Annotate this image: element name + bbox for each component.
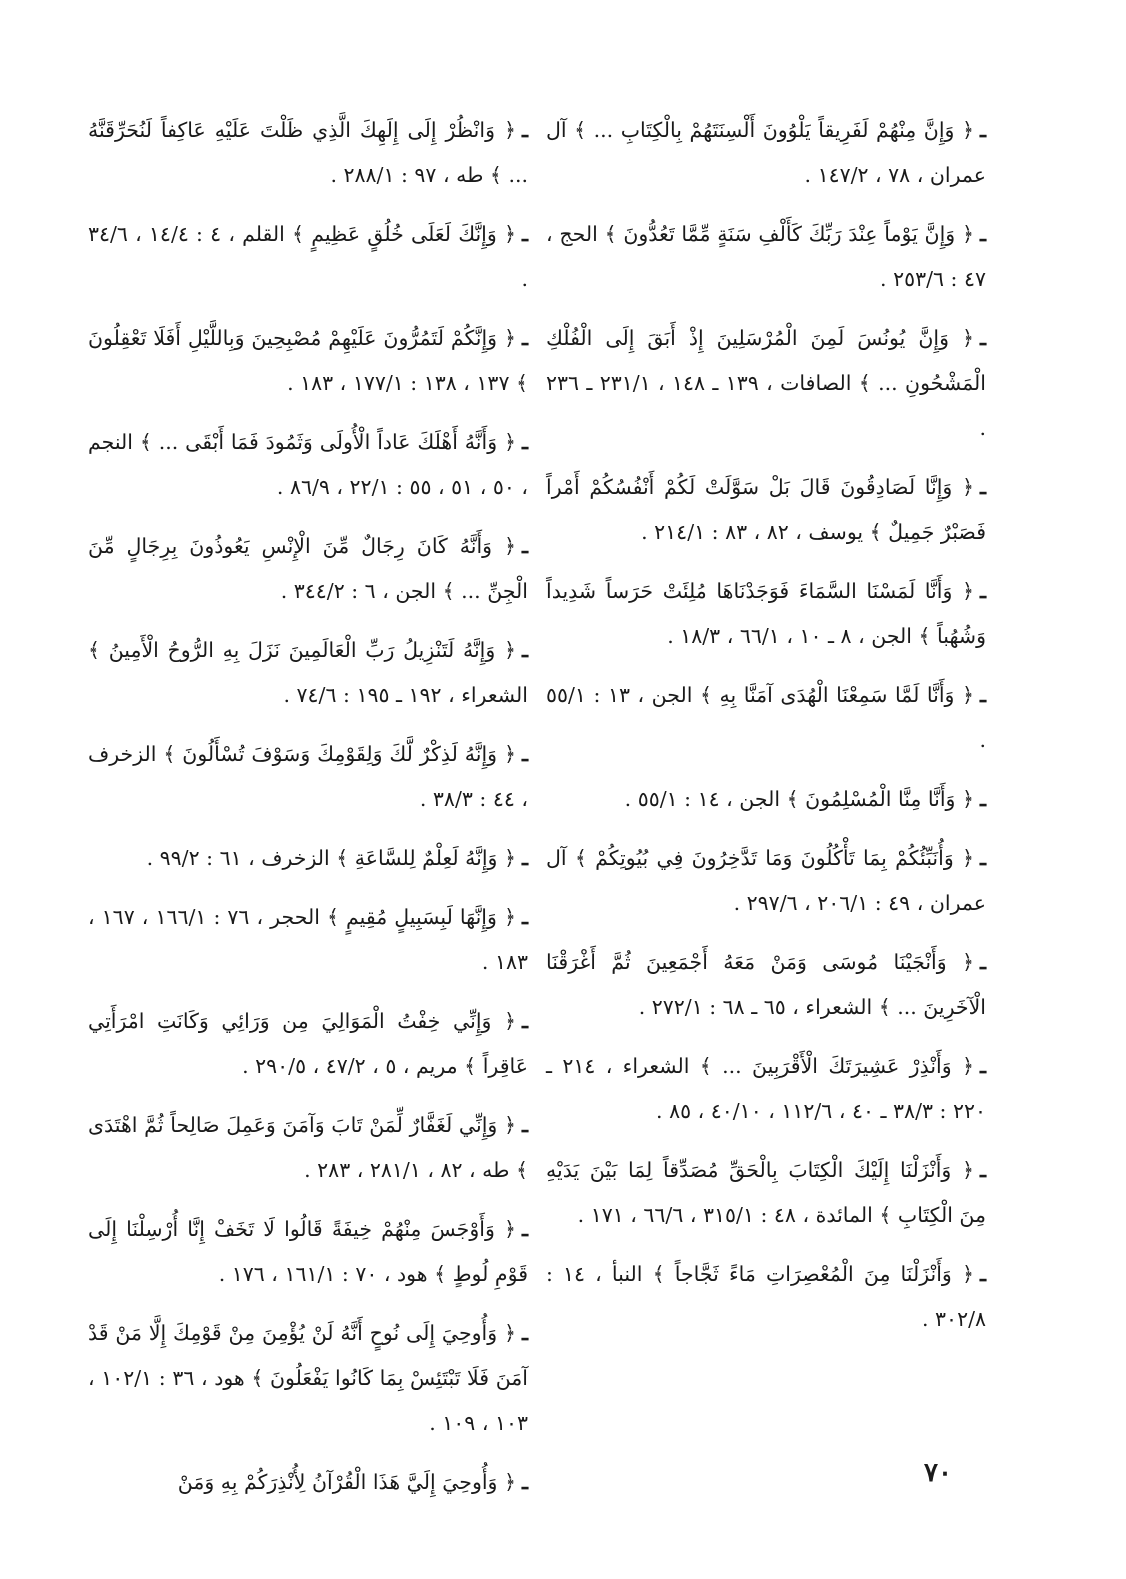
right-column	[546, 108, 986, 1356]
index-entry: ـ﴿ وَأَنَّهُ كَانَ رِجَالٌ مِّنَ الْإِنْسِ يَعُوذُونَ بِرِجَالٍ مِّنَ الْجِنِّ ... ﴾ الجن ، ٦ : ٣٤٤/٢ .	[88, 534, 528, 603]
entry-text: ﴿ وَإِنَّ مِنْهُمْ لَفَرِيقاً يَلْوُونَ أَلْسِنَتَهُمْ بِالْكِتَابِ ... ﴾ آل عمران ، ٧٨ ، ١٤٧/٢ .	[546, 118, 986, 187]
index-entry: ـ﴿ وَأَنَّا مِنَّا الْمُسْلِمُونَ ﴾ الجن ، ١٤ : ٥٥/١ .	[624, 787, 986, 811]
index-entry: ـ﴿ وَأَنْذِرْ عَشِيرَتَكَ الْأَقْرَبِينَ ... ﴾ الشعراء ، ٢١٤ ـ ٢٢٠ : ٣٨/٣ ـ ٤٠ ، ١١٢/٦ ، ٤٠/١٠ ، ٨٥ .	[546, 1054, 986, 1123]
entry-text: ﴿ وَإِنِّي لَغَفَّارٌ لِّمَنْ تَابَ وَآمَنَ وَعَمِلَ صَالِحاً ثُمَّ اهْتَدَى ﴾ طه ، ٨٢ ، ٢٨١/١ ، ٢٨٣ .	[88, 1113, 528, 1182]
index-entry: ـ﴿ وَإِنَّهُ لَذِكْرٌ لَّكَ وَلِقَوْمِكَ وَسَوْفَ تُسْأَلُونَ ﴾ الزخرف ، ٤٤ : ٣٨/٣ .	[88, 742, 528, 811]
index-entry: ـ﴿ وَإِنِّي لَغَفَّارٌ لِّمَنْ تَابَ وَآمَنَ وَعَمِلَ صَالِحاً ثُمَّ اهْتَدَى ﴾ طه ، ٨٢ ، ٢٨١/١ ، ٢٨٣ .	[88, 1113, 528, 1182]
left-column	[88, 108, 528, 1519]
entry-text: ﴿ وَأُوحِيَ إِلَى نُوحٍ أَنَّهُ لَنْ يُؤْمِنَ مِنْ قَوْمِكَ إِلَّا مَنْ قَدْ آمَنَ فَلَا تَبْتَئِسْ بِمَا كَانُوا يَفْعَلُونَ ﴾ هود ، ٣٦ : ١٠٢/١ ، ١٠٣ ، ١٠٩ .	[88, 1321, 528, 1435]
entry-text: ﴿ وَأَنْزَلْنَا إِلَيْكَ الْكِتَابَ بِالْحَقِّ مُصَدِّقاً لِمَا بَيْنَ يَدَيْهِ مِنَ الْكِتَابِ ﴾ المائدة ، ٤٨ : ٣١٥/١ ، ٦٦/٦ ، ١٧١ .	[546, 1158, 986, 1227]
entry-text: ﴿ وَأُوحِيَ إِلَيَّ هَذَا الْقُرْآنُ لِأُنْذِرَكُمْ بِهِ وَمَنْ	[177, 1470, 516, 1494]
index-entry: ـ﴿ وَإِنَّهُ لَتَنْزِيلُ رَبِّ الْعَالَمِينَ نَزَلَ بِهِ الرُّوحُ الْأَمِينُ ﴾ الشعراء ، ١٩٢ ـ ١٩٥ : ٧٤/٦ .	[88, 638, 528, 707]
index-entry: ـ﴿ وَإِنِّي خِفْتُ الْمَوَالِيَ مِن وَرَائِي وَكَانَتِ امْرَأَتِي عَاقِراً ﴾ مريم ، ٥ ، ٤٧/٢ ، ٢٩٠/٥ .	[88, 1009, 528, 1078]
index-entry: ـ﴿ وَأَنَّهُ أَهْلَكَ عَاداً الْأُولَى وَثَمُودَ فَمَا أَبْقَى ... ﴾ النجم ، ٥٠ ، ٥١ ، ٥٥ : ٢٢/١ ، ٨٦/٩ .	[88, 430, 528, 499]
entry-text: ﴿ وَإِنَّكَ لَعَلَى خُلُقٍ عَظِيمٍ ﴾ القلم ، ٤ : ١٤/٤ ، ٣٤/٦ .	[88, 222, 528, 291]
index-entry: ـ﴿ وَإِنَّكُمْ لَتَمُرُّونَ عَلَيْهِمْ مُصْبِحِينَ وَبِاللَّيْلِ أَفَلَا تَعْقِلُونَ ﴾ ١٣٧ ، ١٣٨ : ١٧٧/١ ، ١٨٣ .	[88, 326, 528, 395]
entry-text: ﴿ وَإِنَّهُ لَتَنْزِيلُ رَبِّ الْعَالَمِينَ نَزَلَ بِهِ الرُّوحُ الْأَمِينُ ﴾ الشعراء ، ١٩٢ ـ ١٩٥ : ٧٤/٦ .	[88, 638, 528, 707]
index-entry: ـ﴿ وَأَوْجَسَ مِنْهُمْ خِيفَةً قَالُوا لَا تَخَفْ إِنَّا أُرْسِلْنَا إِلَى قَوْمِ لُوطٍ ﴾ هود ، ٧٠ : ١٦١/١ ، ١٧٦ .	[88, 1217, 528, 1286]
entry-text: ﴿ وَأَنَّهُ أَهْلَكَ عَاداً الْأُولَى وَثَمُودَ فَمَا أَبْقَى ... ﴾ النجم ، ٥٠ ، ٥١ ، ٥٥ : ٢٢/١ ، ٨٦/٩ .	[88, 430, 528, 499]
page-number: ٧٠	[924, 1458, 952, 1488]
index-entry: ـ﴿ وَإِنَّ مِنْهُمْ لَفَرِيقاً يَلْوُونَ أَلْسِنَتَهُمْ بِالْكِتَابِ ... ﴾ آل عمران ، ٧٨ ، ١٤٧/٢ .	[546, 118, 986, 187]
index-entry: ـ﴿ وَإِنَّهَا لَبِسَبِيلٍ مُقِيمٍ ﴾ الحجر ، ٧٦ : ١٦٦/١ ، ١٦٧ ، ١٨٣ .	[88, 905, 528, 974]
entry-text: ﴿ وَإِنَّكُمْ لَتَمُرُّونَ عَلَيْهِمْ مُصْبِحِينَ وَبِاللَّيْلِ أَفَلَا تَعْقِلُونَ ﴾ ١٣٧ ، ١٣٨ : ١٧٧/١ ، ١٨٣ .	[88, 326, 528, 395]
entry-text: ﴿ وَإِنَّ يَوْماً عِنْدَ رَبِّكَ كَأَلْفِ سَنَةٍ مِّمَّا تَعُدُّونَ ﴾ الحج ، ٤٧ : ٢٥٣/٦ .	[546, 222, 986, 291]
index-entry: ـ﴿ وَأَنْزَلْنَا إِلَيْكَ الْكِتَابَ بِالْحَقِّ مُصَدِّقاً لِمَا بَيْنَ يَدَيْهِ مِنَ الْكِتَابِ ﴾ المائدة ، ٤٨ : ٣١٥/١ ، ٦٦/٦ ، ١٧١ .	[546, 1158, 986, 1227]
entry-text: ﴿ وَإِنِّي خِفْتُ الْمَوَالِيَ مِن وَرَائِي وَكَانَتِ امْرَأَتِي عَاقِراً ﴾ مريم ، ٥ ، ٤٧/٢ ، ٢٩٠/٥ .	[88, 1009, 528, 1078]
entry-text: ﴿ وَأَنْجَيْنَا مُوسَى وَمَنْ مَعَهُ أَجْمَعِينَ ثُمَّ أَغْرَقْنَا الْآخَرِينَ ... ﴾ الشعراء ، ٦٥ ـ ٦٨ : ٢٧٢/١ .	[546, 950, 986, 1019]
index-entry: ـ﴿ وَإِنَّكَ لَعَلَى خُلُقٍ عَظِيمٍ ﴾ القلم ، ٤ : ١٤/٤ ، ٣٤/٦ .	[88, 222, 528, 291]
entry-text: ﴿ وَأَنَّا لَمَّا سَمِعْنَا الْهُدَى آمَنَّا بِهِ ﴾ الجن ، ١٣ : ٥٥/١ .	[546, 683, 986, 752]
index-entry: ـ﴿ وَأَنْزَلْنَا مِنَ الْمُعْصِرَاتِ مَاءً ثَجَّاجاً ﴾ النبأ ، ١٤ : ٣٠٢/٨ .	[546, 1262, 986, 1331]
index-entry: ـ﴿ وَإِنَّا لَصَادِقُونَ قَالَ بَلْ سَوَّلَتْ لَكُمْ أَنْفُسُكُمْ أَمْراً فَصَبْرٌ جَمِيلٌ ﴾ يوسف ، ٨٢ ، ٨٣ : ٢١٤/١ .	[546, 475, 986, 544]
index-entry: ـ﴿ وَأَنَّا لَمَّا سَمِعْنَا الْهُدَى آمَنَّا بِهِ ﴾ الجن ، ١٣ : ٥٥/١ .	[546, 683, 986, 752]
index-entry: ـ﴿ وَأُنَبِّئُكُمْ بِمَا تَأْكُلُونَ وَمَا تَدَّخِرُونَ فِي بُيُوتِكُمْ ﴾ آل عمران ، ٤٩ : ٢٠٦/١ ، ٢٩٧/٦ .	[546, 846, 986, 915]
entry-text: ﴿ وَأَنْزَلْنَا مِنَ الْمُعْصِرَاتِ مَاءً ثَجَّاجاً ﴾ النبأ ، ١٤ : ٣٠٢/٨ .	[546, 1262, 986, 1331]
index-entry: ـ﴿ وَأُوحِيَ إِلَى نُوحٍ أَنَّهُ لَنْ يُؤْمِنَ مِنْ قَوْمِكَ إِلَّا مَنْ قَدْ آمَنَ فَلَا تَبْتَئِسْ بِمَا كَانُوا يَفْعَلُونَ ﴾ هود ، ٣٦ : ١٠٢/١ ، ١٠٣ ، ١٠٩ .	[88, 1321, 528, 1435]
entry-text: ﴿ وَانْظُرْ إِلَى إِلَهِكَ الَّذِي ظَلْتَ عَلَيْهِ عَاكِفاً لَنُحَرِّقَنَّهُ ... ﴾ طه ، ٩٧ : ٢٨٨/١ .	[88, 118, 528, 187]
entry-text: ﴿ وَأَنَّا لَمَسْنَا السَّمَاءَ فَوَجَدْنَاهَا مُلِئَتْ حَرَساً شَدِيداً وَشُهُباً ﴾ الجن ، ٨ ـ ١٠ ، ٦٦/١ ، ١٨/٣ .	[546, 579, 986, 648]
entry-text: ﴿ وَأَوْجَسَ مِنْهُمْ خِيفَةً قَالُوا لَا تَخَفْ إِنَّا أُرْسِلْنَا إِلَى قَوْمِ لُوطٍ ﴾ هود ، ٧٠ : ١٦١/١ ، ١٧٦ .	[88, 1217, 528, 1286]
entry-text: ﴿ وَإِنَّهُ لَذِكْرٌ لَّكَ وَلِقَوْمِكَ وَسَوْفَ تُسْأَلُونَ ﴾ الزخرف ، ٤٤ : ٣٨/٣ .	[88, 742, 528, 811]
index-entry: ـ﴿ وَإِنَّ يُونُسَ لَمِنَ الْمُرْسَلِينَ إِذْ أَبَقَ إِلَى الْفُلْكِ الْمَشْحُونِ ... ﴾ الصافات ، ١٣٩ ـ ١٤٨ ، ٢٣١/١ ـ ٢٣٦ .	[546, 326, 986, 440]
entry-text: ﴿ وَأُنَبِّئُكُمْ بِمَا تَأْكُلُونَ وَمَا تَدَّخِرُونَ فِي بُيُوتِكُمْ ﴾ آل عمران ، ٤٩ : ٢٠٦/١ ، ٢٩٧/٦ .	[546, 846, 986, 915]
index-entry: ـ﴿ وَأُوحِيَ إِلَيَّ هَذَا الْقُرْآنُ لِأُنْذِرَكُمْ بِهِ وَمَنْ	[177, 1470, 528, 1494]
index-entry: ـ﴿ وَإِنَّ يَوْماً عِنْدَ رَبِّكَ كَأَلْفِ سَنَةٍ مِّمَّا تَعُدُّونَ ﴾ الحج ، ٤٧ : ٢٥٣/٦ .	[546, 222, 986, 291]
entry-text: ﴿ وَإِنَّا لَصَادِقُونَ قَالَ بَلْ سَوَّلَتْ لَكُمْ أَنْفُسُكُمْ أَمْراً فَصَبْرٌ جَمِيلٌ ﴾ يوسف ، ٨٢ ، ٨٣ : ٢١٤/١ .	[546, 475, 986, 544]
entry-text: ﴿ وَأَنْذِرْ عَشِيرَتَكَ الْأَقْرَبِينَ ... ﴾ الشعراء ، ٢١٤ ـ ٢٢٠ : ٣٨/٣ ـ ٤٠ ، ١١٢/٦ ، ٤٠/١٠ ، ٨٥ .	[546, 1054, 986, 1123]
index-entry: ـ﴿ وَأَنْجَيْنَا مُوسَى وَمَنْ مَعَهُ أَجْمَعِينَ ثُمَّ أَغْرَقْنَا الْآخَرِينَ ... ﴾ الشعراء ، ٦٥ ـ ٦٨ : ٢٧٢/١ .	[546, 950, 986, 1019]
entry-text: ﴿ وَإِنَّهُ لَعِلْمٌ لِلسَّاعَةِ ﴾ الزخرف ، ٦١ : ٩٩/٢ .	[146, 846, 516, 870]
index-entry: ـ﴿ وَإِنَّهُ لَعِلْمٌ لِلسَّاعَةِ ﴾ الزخرف ، ٦١ : ٩٩/٢ .	[146, 846, 528, 870]
index-entry: ـ﴿ وَانْظُرْ إِلَى إِلَهِكَ الَّذِي ظَلْتَ عَلَيْهِ عَاكِفاً لَنُحَرِّقَنَّهُ ... ﴾ طه ، ٩٧ : ٢٨٨/١ .	[88, 118, 528, 187]
entry-text: ﴿ وَأَنَّهُ كَانَ رِجَالٌ مِّنَ الْإِنْسِ يَعُوذُونَ بِرِجَالٍ مِّنَ الْجِنِّ ... ﴾ الجن ، ٦ : ٣٤٤/٢ .	[88, 534, 528, 603]
entry-text: ﴿ وَإِنَّ يُونُسَ لَمِنَ الْمُرْسَلِينَ إِذْ أَبَقَ إِلَى الْفُلْكِ الْمَشْحُونِ ... ﴾ الصافات ، ١٣٩ ـ ١٤٨ ، ٢٣١/١ ـ ٢٣٦ .	[546, 326, 986, 440]
entry-text: ﴿ وَإِنَّهَا لَبِسَبِيلٍ مُقِيمٍ ﴾ الحجر ، ٧٦ : ١٦٦/١ ، ١٦٧ ، ١٨٣ .	[88, 905, 528, 974]
entry-text: ﴿ وَأَنَّا مِنَّا الْمُسْلِمُونَ ﴾ الجن ، ١٤ : ٥٥/١ .	[624, 787, 974, 811]
index-entry: ـ﴿ وَأَنَّا لَمَسْنَا السَّمَاءَ فَوَجَدْنَاهَا مُلِئَتْ حَرَساً شَدِيداً وَشُهُباً ﴾ الجن ، ٨ ـ ١٠ ، ٦٦/١ ، ١٨/٣ .	[546, 579, 986, 648]
